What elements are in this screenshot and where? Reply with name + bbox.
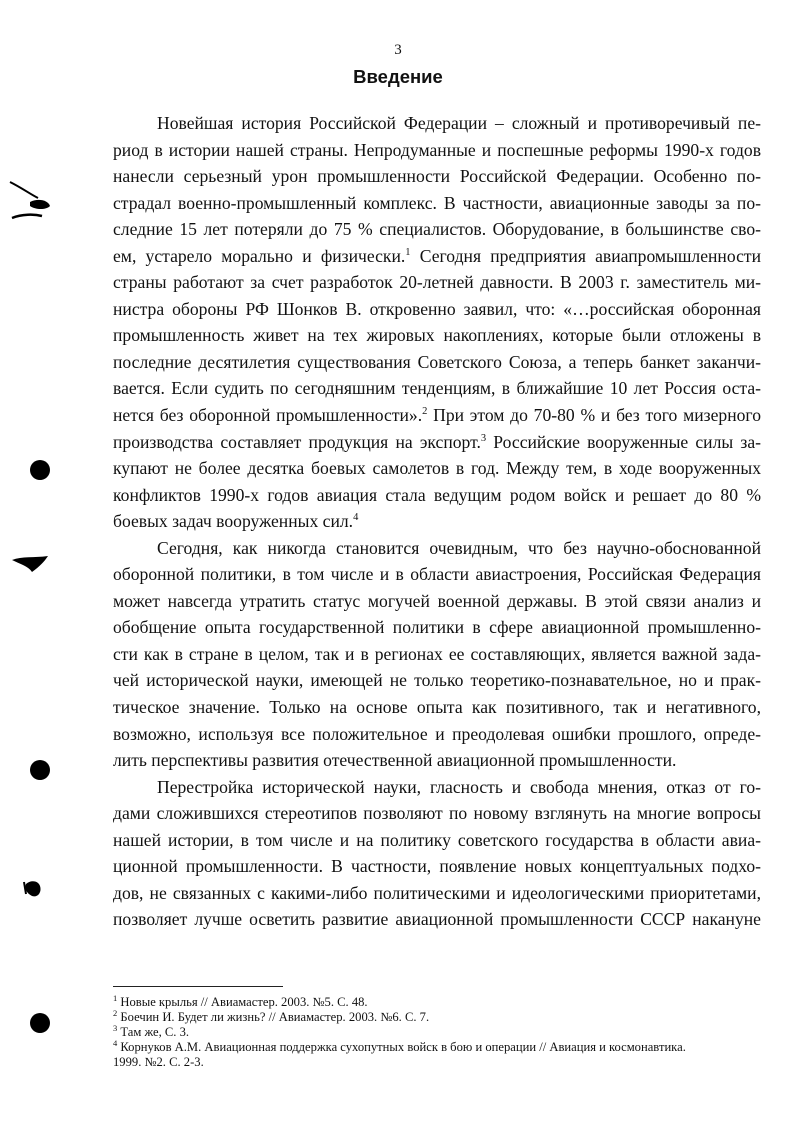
- text-run: Новые крылья // Авиамастер. 2003. №5. С. 48.: [117, 995, 368, 1009]
- text-run: чей исторической науки, имеющей не только теоретико-познавательное, но и прак-: [113, 670, 761, 691]
- text-run: ционной промышленности. В частности, появление новых концептуальных подхо-: [113, 856, 761, 877]
- footnote-reference: 4: [113, 1037, 118, 1048]
- footnote-line: [113, 992, 773, 1010]
- footnote-reference: 3: [480, 432, 487, 444]
- text-run: Сегодня предприятия авиапромышленности: [410, 245, 761, 266]
- footnote-line: [113, 1022, 773, 1040]
- footnote-line: [113, 1007, 773, 1025]
- footnote-line: [113, 1055, 773, 1070]
- paragraph-line: [113, 375, 761, 402]
- paragraph-line: [113, 455, 761, 482]
- paragraph-line: [113, 614, 761, 641]
- binder-hole: [30, 460, 50, 480]
- paragraph-line: [113, 349, 761, 376]
- paragraph-line: [113, 535, 761, 562]
- text-run: При этом до 70-80 % и без того мизерного: [427, 405, 761, 426]
- text-run: сти как в стране в целом, так и в регионах ее составляющих, является важной зада-: [113, 643, 761, 664]
- text-run: может навсегда утратить статус могучей военной державы. В этой связи анализ и: [113, 590, 761, 611]
- text-run: 1999. №2. С. 2-3.: [113, 1055, 204, 1069]
- footnote-reference: 2: [113, 1007, 118, 1018]
- scan-artifact-mark: [8, 176, 54, 226]
- paragraph-line: [113, 853, 761, 880]
- text-run: производства составляет продукция на экспорт.: [113, 431, 481, 452]
- text-run: тическое значение. Только на основе опыта как позитивного, так и негативного,: [113, 697, 761, 718]
- paragraph-line: [113, 721, 761, 748]
- paragraph-line: [113, 800, 761, 827]
- text-run: дами сложившихся стереотипов позволяют по новому взглянуть на многие вопросы: [113, 803, 761, 824]
- paragraph-line: [113, 747, 761, 774]
- text-run: купают не более десятка боевых самолетов в год. Между тем, в ходе вооруженных: [113, 458, 761, 479]
- paragraph-line: [113, 561, 761, 588]
- text-run: вается. Если судить по сегодняшним тенденциям, в ближайшие 10 лет Россия оста-: [113, 378, 761, 399]
- paragraph-line: [113, 508, 761, 535]
- text-run: нанесли серьезный урон промышленности Российской Федерации. Особенно по-: [113, 166, 761, 187]
- text-run: нется без оборонной промышленности».: [113, 405, 423, 426]
- page-title: Введение: [353, 66, 443, 87]
- footnote-line: [113, 1037, 773, 1055]
- text-run: дов, не связанных с какими-либо политическими и идеологическими приоритетами,: [113, 882, 761, 903]
- text-run: Корнуков А.М. Авиационная поддержка сухопутных войск в бою и операции // Авиация и космонавтика.: [117, 1040, 686, 1054]
- paragraph-line: [113, 402, 761, 429]
- text-run: риод в истории нашей страны. Непродуманные и поспешные реформы 1990-х годов: [113, 139, 761, 160]
- paragraph-line: [113, 322, 761, 349]
- paragraph-line: [113, 827, 761, 854]
- paragraph-line: [113, 137, 761, 164]
- paragraph-line: [113, 588, 761, 615]
- text-run: Российские вооруженные силы за-: [486, 431, 761, 452]
- paragraph-line: [113, 667, 761, 694]
- text-run: Боечин И. Будет ли жизнь? // Авиамастер. 2003. №6. С. 7.: [117, 1010, 430, 1024]
- text-run: Там же, С. 3.: [117, 1025, 190, 1039]
- paragraph-line: [113, 296, 761, 323]
- paragraph-line: [113, 163, 761, 190]
- footnote-reference: 3: [113, 1022, 118, 1033]
- paragraph-line: [113, 190, 761, 217]
- text-run: следние 15 лет потеряли до 75 % специалистов. Оборудование, в большинстве сво-: [113, 219, 761, 240]
- scan-artifact-mark: [22, 878, 44, 900]
- footnote-reference: 2: [422, 406, 428, 418]
- paragraph-line: [113, 694, 761, 721]
- text-run: лить перспективы развития отечественной авиационной промышленности.: [113, 750, 677, 771]
- text-run: обобщение опыта государственной политики в сфере авиационной промышленно-: [113, 617, 761, 638]
- paragraph-line: [113, 641, 761, 668]
- text-run: Новейшая история Российской Федерации – сложный и противоречивый пе-: [157, 113, 761, 133]
- body-text: [113, 110, 761, 933]
- paragraph-line: [113, 216, 761, 243]
- text-run: ем, устарело морально и физически.: [113, 245, 406, 266]
- text-run: Сегодня, как никогда становится очевидным, что без научно-обоснованной: [157, 537, 761, 558]
- text-run: конфликтов 1990-х годов авиация стала ведущим родом войск и решает до 80 %: [113, 484, 761, 505]
- text-run: промышленность живет на тех жировых накоплениях, которые были отложены в: [113, 325, 761, 346]
- text-run: позволяет лучше осветить развитие авиационной промышленности СССР накануне: [113, 909, 761, 930]
- footnotes: [113, 992, 773, 1070]
- footnote-separator: [113, 986, 283, 987]
- binder-hole: [30, 760, 50, 780]
- paragraph-line: [113, 269, 761, 296]
- text-run: страдал военно-промышленный комплекс. В частности, авиационные заводы за по-: [113, 192, 761, 213]
- paragraph-line: [113, 482, 761, 509]
- text-run: нистра обороны РФ Шонков В. откровенно заявил, что: «…российская оборонная: [113, 298, 761, 319]
- paragraph-line: [113, 906, 761, 933]
- paragraph-line: [113, 429, 761, 456]
- text-run: боевых задач вооруженных сил.: [113, 511, 354, 532]
- text-run: возможно, используя все положительное и преодолевая ошибки прошлого, опреде-: [113, 723, 761, 744]
- paragraph-line: [113, 880, 761, 907]
- scan-artifact-mark: [10, 552, 52, 578]
- paragraph-line: [113, 110, 761, 137]
- footnote-reference: 4: [353, 512, 359, 524]
- page-number: 3: [394, 42, 402, 58]
- text-run: нашей истории, в том числе и на политику советского государства в области авиа-: [113, 829, 761, 850]
- text-run: Перестройка исторической науки, гласность и свобода мнения, отказ от го-: [157, 776, 761, 797]
- text-run: последние десятилетия существования Советского Союза, а теперь банкет заканчи-: [113, 351, 761, 372]
- text-run: оборонной политики, в том числе и в области авиастроения, Российская Федерация: [113, 564, 761, 585]
- binder-hole: [30, 1013, 50, 1033]
- paragraph-line: [113, 243, 761, 270]
- text-run: страны работают за счет разработок 20-летней давности. В 2003 г. заместитель ми-: [113, 272, 761, 293]
- footnote-reference: 1: [113, 992, 118, 1003]
- paragraph-line: [113, 774, 761, 801]
- footnote-reference: 1: [405, 246, 411, 258]
